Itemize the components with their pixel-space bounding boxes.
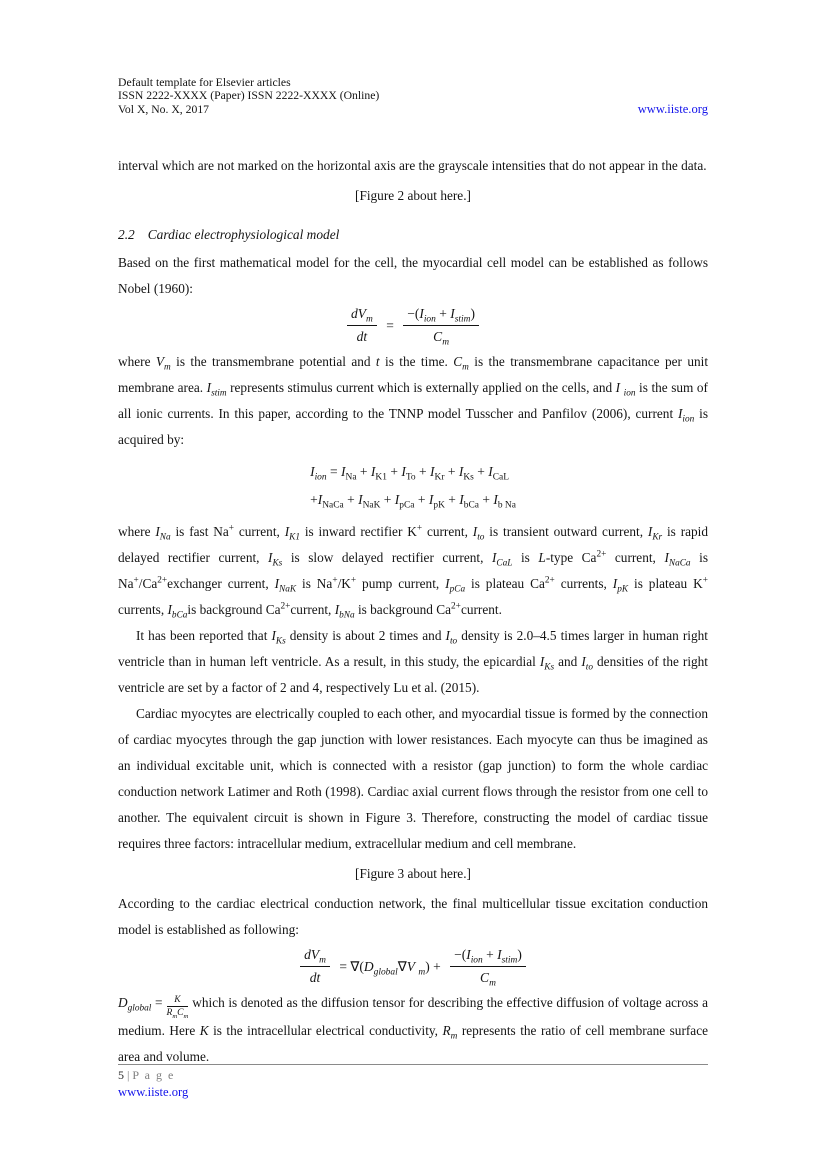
footer-rule: [118, 1064, 708, 1065]
inline-fraction-k-rmcm: K $R_mC_m$: [166, 995, 189, 1021]
fraction-dvm-dt: $\frac{dV_m}{dt}$: [347, 305, 377, 346]
paragraph-myocytes: Cardiac myocytes are electrically coupled to each other, and myocardial tissue is formed by the connection of cardiac myocytes through the gap junction with lower resistances. Each myocyte can thus be imagined as an individual excitable unit, which is connected with a resistor (gap junction) to form the whole cardiac conduction network Latimer and Roth (1998). Cardiac axial current flows through the resistor from one cell to another. The equivalent circuit is shown in Figure 3. Therefore, constructing the model of cardiac tissue requires three factors: intracellular medium, extracellular medium and cell membrane.: [118, 706, 708, 852]
paragraph-cell-model: Based on the first mathematical model for the cell, the myocardial cell model can be established as follows Nobel (1960):: [118, 255, 708, 297]
issn-line: ISSN 2222-XXXX (Paper) ISSN 2222-XXXX (Online): [118, 89, 380, 103]
equals-sign: =: [386, 317, 394, 333]
main-content: [118, 153, 708, 1070]
header-site-link[interactable]: www.iiste.org: [637, 101, 708, 116]
paragraph-intro: interval which are not marked on the horizontal axis are the grayscale intensities that do not appear in the data.: [118, 158, 707, 174]
paragraph-diffusion: [118, 990, 708, 1070]
equation-tissue-model: [118, 946, 708, 987]
diffusion-lead: $D_{global}$ =: [118, 995, 163, 1014]
figure3-placeholder: [Figure 3 about here.]: [355, 866, 471, 882]
page-label: P a g e: [132, 1068, 175, 1082]
footer-site-link[interactable]: www.iiste.org: [118, 1085, 189, 1099]
fraction-dvm-dt-2: $\frac{dV_m}{dt}$: [300, 946, 330, 987]
paragraph-network: According to the cardiac electrical conduction network, the final multicellular tissue excitation conduction model is established as following:: [118, 896, 708, 938]
section-heading: [118, 222, 708, 248]
volume-line: Vol X, No. X, 2017: [118, 102, 210, 116]
page-number-line: [118, 1068, 708, 1083]
page-number: 5: [118, 1068, 124, 1082]
page-header: [118, 76, 708, 116]
paragraph-density: It has been reported that $I_{Ks}$ density is about 2 times and $I_{to}$ density is 2.0–4.5 times larger in human right ventricle than in human left ventricle. As a result, in this study, the epicardial $I_{Ks}$ and $I_{to}$ densities of the right ventricle are set by a factor of 2 and 4, respectively Lu et al. (2015).: [118, 628, 708, 696]
page-footer: [118, 1064, 708, 1101]
equation-ionic-currents: [118, 458, 708, 514]
nabla-term: = $\nabla(D_{global}\nabla V$ $_m$) +: [339, 958, 441, 978]
header-meta: [118, 76, 379, 116]
equation-cell-model: [118, 305, 708, 346]
equation-ionic-line2: $+I_{NaCa} + I_{NaK} + I_{pCa} + I_{pK} + I_{bCa} + I_{b Na}$: [310, 492, 516, 511]
section-title: Cardiac electrophysiological model: [147, 227, 340, 243]
equation-ionic-line1: $I_{ion} = I_{Na} + I_{K1} + I_{To} + I_{Kr} + I_{Ks} + I_{CaL}$: [310, 464, 509, 483]
section-number: 2.2: [118, 227, 135, 243]
diffusion-rest: which is denoted as the diffusion tensor for describing the effective diffusion of voltage across a medium. Here K is the intracellular electrical conductivity, $R_m$ represents the ratio of cell membrane surface area and volume.: [118, 995, 709, 1065]
paragraph-current-definitions: where $I_{Na}$ is fast Na+ current, $I_{K1}$ is inward rectifier K+ current, $I_{to}$ is transient outward current, $I_{Kr}$ is rapid delayed rectifier current, $I_{Ks}$ is slow delayed rectifier current, $I_{CaL}$ is L-type $Ca^{2+}$ current, $I_{NaCa}$ is $Na^+/Ca^{2+}exchanger$ current, $I_{NaK}$ is Na+/K+ pump current, $I_{pCa}$ is plateau $Ca^{2+}$ currents, $I_{pK}$ is plateau K+ currents, $I_{bCa}is$ background $Ca^{2+}current$, $I_{bNa}$ is background $Ca^{2+}current$.: [118, 523, 709, 621]
template-line: Default template for Elsevier articles: [118, 76, 291, 89]
fraction-currents-cm: $\frac{-(I_{ion} + I_{stim})}{C_m}$: [403, 305, 479, 346]
page-number-separator: |: [127, 1068, 130, 1082]
paragraph-where-vm: where $V_m$ is the transmembrane potential and t is the time. $C_m$ is the transmembrane capacitance per unit membrane area. $I_{stim}$ represents stimulus current which is externally applied on the cells, and I $_{ion}$ is the sum of all ionic currents. In this paper, according to the TNNP model Tusscher and Panfilov (2006), current $I_{ion}$ is acquired by:: [118, 354, 709, 448]
figure2-placeholder: [Figure 2 about here.]: [355, 188, 471, 204]
fraction-currents-cm-2: $\frac{-(I_{ion} + I_{stim})}{C_m}$: [450, 946, 526, 987]
